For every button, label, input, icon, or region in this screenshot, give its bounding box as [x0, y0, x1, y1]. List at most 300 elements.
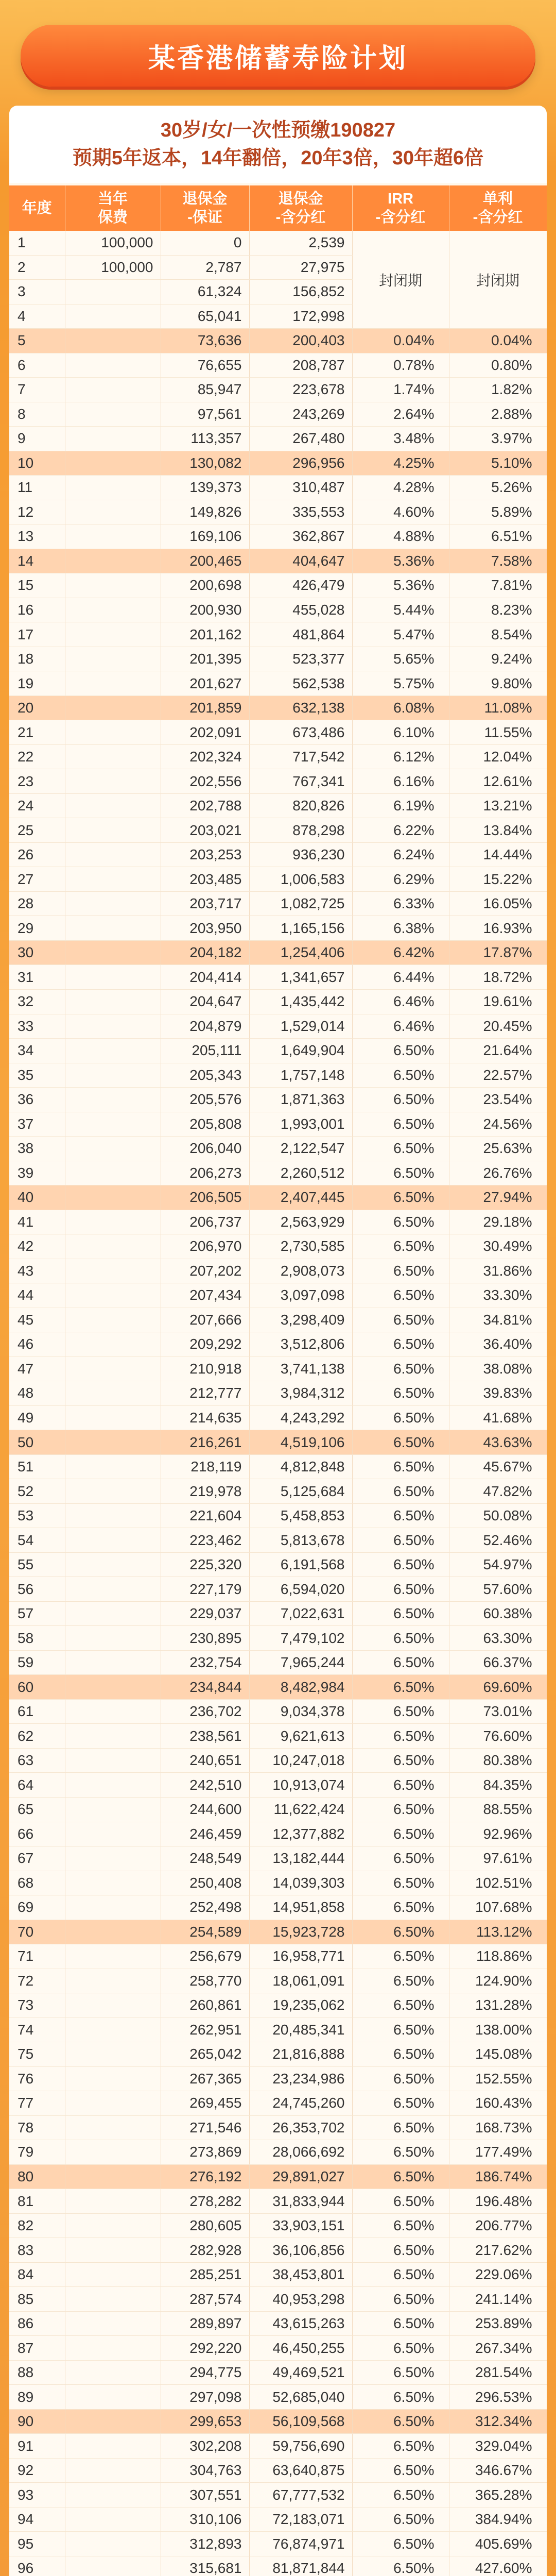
- cell-irr: 6.50%: [352, 1626, 449, 1651]
- cell-simple: 177.49%: [449, 2140, 547, 2165]
- cell-premium: [65, 1161, 161, 1185]
- cell-irr: 6.50%: [352, 1895, 449, 1920]
- cell-year: 82: [9, 2213, 65, 2238]
- header-text: IRR: [388, 191, 413, 207]
- cell-guaranteed: 204,182: [161, 940, 249, 965]
- cell-year: 5: [9, 329, 65, 353]
- cell-premium: [65, 598, 161, 622]
- cell-premium: [65, 1137, 161, 1161]
- cell-total: 4,812,848: [249, 1454, 352, 1479]
- cell-irr: 6.50%: [352, 2213, 449, 2238]
- cell-simple: 14.44%: [449, 842, 547, 867]
- cell-year: 65: [9, 1798, 65, 1822]
- cell-year: 34: [9, 1039, 65, 1063]
- cell-total: 223,678: [249, 378, 352, 402]
- cell-premium: [65, 1748, 161, 1773]
- cell-total: 67,777,532: [249, 2483, 352, 2507]
- cell-guaranteed: 130,082: [161, 451, 249, 476]
- cell-guaranteed: 205,808: [161, 1112, 249, 1137]
- table-row: [9, 842, 547, 867]
- closed-period-simple: 封闭期: [449, 231, 547, 329]
- table-row: [9, 524, 547, 549]
- header-text: -含分红: [473, 209, 523, 226]
- table-row: [9, 1528, 547, 1553]
- header-text: -含分红: [375, 209, 426, 226]
- cell-premium: [65, 2115, 161, 2140]
- cell-simple: 124.90%: [449, 1969, 547, 1993]
- cell-year: 11: [9, 476, 65, 500]
- cell-total: 2,563,929: [249, 1210, 352, 1234]
- cell-total: 63,640,875: [249, 2458, 352, 2483]
- cell-total: 33,903,151: [249, 2213, 352, 2238]
- cell-total: 26,353,702: [249, 2115, 352, 2140]
- cell-irr: 6.50%: [352, 2238, 449, 2263]
- cell-year: 1: [9, 231, 65, 255]
- cell-irr: 6.50%: [352, 2091, 449, 2116]
- table-row: [9, 622, 547, 647]
- cell-total: 296,956: [249, 451, 352, 476]
- title-banner: [21, 25, 535, 87]
- table-row: [9, 696, 547, 720]
- cell-total: 4,519,106: [249, 1430, 352, 1455]
- cell-simple: 88.55%: [449, 1798, 547, 1822]
- cell-simple: 16.05%: [449, 891, 547, 916]
- cell-irr: 6.50%: [352, 1039, 449, 1063]
- cell-simple: 34.81%: [449, 1308, 547, 1332]
- table-row: [9, 2434, 547, 2459]
- cell-total: 4,243,292: [249, 1405, 352, 1430]
- cell-year: 23: [9, 769, 65, 794]
- table-row: [9, 720, 547, 745]
- cell-premium: [65, 427, 161, 451]
- cell-premium: [65, 304, 161, 329]
- cell-premium: [65, 1626, 161, 1651]
- cell-premium: [65, 500, 161, 524]
- cell-simple: 19.61%: [449, 989, 547, 1014]
- cell-irr: 5.36%: [352, 549, 449, 573]
- cell-simple: 39.83%: [449, 1381, 547, 1406]
- cell-guaranteed: 246,459: [161, 1822, 249, 1846]
- cell-simple: 69.60%: [449, 1675, 547, 1700]
- cell-irr: 6.50%: [352, 2556, 449, 2576]
- cell-total: 6,594,020: [249, 1577, 352, 1602]
- cell-guaranteed: 258,770: [161, 1969, 249, 1993]
- cell-irr: 5.47%: [352, 622, 449, 647]
- cell-simple: 5.10%: [449, 451, 547, 476]
- cell-irr: 5.65%: [352, 647, 449, 671]
- cell-year: 53: [9, 1503, 65, 1528]
- cell-total: 632,138: [249, 696, 352, 720]
- cell-year: 68: [9, 1871, 65, 1895]
- cell-total: 49,469,521: [249, 2360, 352, 2385]
- table-row: [9, 769, 547, 794]
- cell-premium: [65, 1283, 161, 1308]
- cell-simple: 80.38%: [449, 1748, 547, 1773]
- table-row: [9, 1479, 547, 1504]
- cell-irr: 6.50%: [352, 1430, 449, 1455]
- cell-premium: [65, 2042, 161, 2067]
- table-row: [9, 1405, 547, 1430]
- cell-total: 1,006,583: [249, 867, 352, 892]
- cell-simple: 63.30%: [449, 1626, 547, 1651]
- header-text: 退保金: [182, 191, 228, 207]
- table-row: [9, 573, 547, 598]
- cell-guaranteed: 200,930: [161, 598, 249, 622]
- cell-simple: 145.08%: [449, 2042, 547, 2067]
- cell-premium: [65, 1798, 161, 1822]
- table-row: [9, 2164, 547, 2189]
- cell-year: 14: [9, 549, 65, 573]
- cell-irr: 6.50%: [352, 1454, 449, 1479]
- cell-guaranteed: 200,698: [161, 573, 249, 598]
- header-text: 保费: [97, 209, 128, 226]
- table-row: [9, 744, 547, 769]
- table-row: [9, 1210, 547, 1234]
- cell-guaranteed: 242,510: [161, 1773, 249, 1798]
- cell-guaranteed: 260,861: [161, 1993, 249, 2018]
- cell-irr: 6.50%: [352, 2507, 449, 2532]
- cell-simple: 329.04%: [449, 2434, 547, 2459]
- cell-guaranteed: 236,702: [161, 1699, 249, 1724]
- cell-year: 41: [9, 1210, 65, 1234]
- summary-line-2: 预期5年返本，14年翻倍，20年3倍，30年超6倍: [72, 147, 484, 169]
- cell-irr: 6.50%: [352, 2532, 449, 2556]
- table-row: [9, 1822, 547, 1846]
- cell-premium: [65, 524, 161, 549]
- plan-summary: [9, 106, 547, 183]
- cell-irr: 6.50%: [352, 2287, 449, 2312]
- cell-guaranteed: 265,042: [161, 2042, 249, 2067]
- cell-guaranteed: 207,434: [161, 1283, 249, 1308]
- cell-irr: 2.64%: [352, 402, 449, 427]
- cell-irr: 6.50%: [352, 1724, 449, 1749]
- cell-simple: 60.38%: [449, 1601, 547, 1626]
- cell-simple: 160.43%: [449, 2091, 547, 2116]
- cell-total: 1,435,442: [249, 989, 352, 1014]
- cell-premium: [65, 647, 161, 671]
- cell-total: 523,377: [249, 647, 352, 671]
- cell-guaranteed: 304,763: [161, 2458, 249, 2483]
- cell-simple: 41.68%: [449, 1405, 547, 1430]
- cell-guaranteed: 200,465: [161, 549, 249, 573]
- cell-irr: 6.50%: [352, 2311, 449, 2336]
- cell-total: 36,106,856: [249, 2238, 352, 2263]
- cell-simple: 206.77%: [449, 2213, 547, 2238]
- cell-guaranteed: 273,869: [161, 2140, 249, 2165]
- cell-simple: 47.82%: [449, 1479, 547, 1504]
- cell-irr: 6.38%: [352, 916, 449, 941]
- cell-total: 6,191,568: [249, 1552, 352, 1577]
- cell-simple: 7.58%: [449, 549, 547, 573]
- cell-irr: 6.50%: [352, 1528, 449, 1553]
- cell-year: 33: [9, 1014, 65, 1039]
- cell-irr: 6.50%: [352, 2385, 449, 2410]
- table-row: [9, 1626, 547, 1651]
- table-row: [9, 2262, 547, 2287]
- cell-simple: 18.72%: [449, 965, 547, 990]
- cell-year: 57: [9, 1601, 65, 1626]
- cell-total: 38,453,801: [249, 2262, 352, 2287]
- table-row: [9, 2311, 547, 2336]
- cell-simple: 5.89%: [449, 500, 547, 524]
- cell-premium: [65, 1454, 161, 1479]
- cell-simple: 24.56%: [449, 1112, 547, 1137]
- cell-year: 18: [9, 647, 65, 671]
- cell-guaranteed: 210,918: [161, 1357, 249, 1381]
- cell-irr: 6.29%: [352, 867, 449, 892]
- cell-irr: 6.50%: [352, 1088, 449, 1112]
- cell-year: 74: [9, 2018, 65, 2042]
- table-row: [9, 1357, 547, 1381]
- cell-premium: [65, 2140, 161, 2165]
- cell-premium: [65, 1601, 161, 1626]
- cell-guaranteed: 312,893: [161, 2532, 249, 2556]
- table-row: [9, 378, 547, 402]
- cell-total: 10,913,074: [249, 1773, 352, 1798]
- cell-premium: [65, 2262, 161, 2287]
- cell-premium: [65, 2360, 161, 2385]
- cell-total: 5,125,684: [249, 1479, 352, 1504]
- cell-total: 59,756,690: [249, 2434, 352, 2459]
- cell-irr: 6.10%: [352, 720, 449, 745]
- cell-irr: 6.12%: [352, 744, 449, 769]
- cell-irr: 4.28%: [352, 476, 449, 500]
- table-row: [9, 916, 547, 941]
- cell-guaranteed: 269,455: [161, 2091, 249, 2116]
- cell-guaranteed: 230,895: [161, 1626, 249, 1651]
- cell-irr: 6.50%: [352, 1675, 449, 1700]
- header-irr: [352, 185, 449, 231]
- table-row: [9, 2066, 547, 2091]
- cell-simple: 38.08%: [449, 1357, 547, 1381]
- cell-simple: 296.53%: [449, 2385, 547, 2410]
- cell-guaranteed: 201,627: [161, 671, 249, 696]
- table-row: [9, 1112, 547, 1137]
- cell-premium: [65, 2311, 161, 2336]
- cell-simple: 16.93%: [449, 916, 547, 941]
- cell-year: 13: [9, 524, 65, 549]
- cell-irr: 6.50%: [352, 1699, 449, 1724]
- cell-irr: 6.50%: [352, 1283, 449, 1308]
- cell-irr: 0.78%: [352, 353, 449, 378]
- cell-total: 5,458,853: [249, 1503, 352, 1528]
- cell-simple: 52.46%: [449, 1528, 547, 1553]
- cell-irr: 6.50%: [352, 1577, 449, 1602]
- cell-total: 2,260,512: [249, 1161, 352, 1185]
- cell-premium: [65, 1528, 161, 1553]
- header-guaranteed-surrender: [161, 185, 249, 231]
- cell-premium: [65, 2434, 161, 2459]
- cell-guaranteed: 289,897: [161, 2311, 249, 2336]
- cell-year: 51: [9, 1454, 65, 1479]
- cell-irr: 6.50%: [352, 1405, 449, 1430]
- cell-year: 39: [9, 1161, 65, 1185]
- table-row: [9, 1601, 547, 1626]
- table-row: [9, 2238, 547, 2263]
- plan-card: [9, 106, 547, 2576]
- cell-premium: [65, 1381, 161, 1406]
- cell-simple: 107.68%: [449, 1895, 547, 1920]
- cell-total: 878,298: [249, 818, 352, 843]
- table-row: [9, 500, 547, 524]
- cell-guaranteed: 85,947: [161, 378, 249, 402]
- cell-guaranteed: 227,179: [161, 1577, 249, 1602]
- cell-premium: [65, 793, 161, 818]
- cell-total: 28,066,692: [249, 2140, 352, 2165]
- cell-simple: 7.81%: [449, 573, 547, 598]
- table-row: [9, 329, 547, 353]
- cell-total: 8,482,984: [249, 1675, 352, 1700]
- header-text: 单利: [482, 191, 513, 207]
- cell-irr: 6.24%: [352, 842, 449, 867]
- cell-year: 77: [9, 2091, 65, 2116]
- cell-guaranteed: 207,666: [161, 1308, 249, 1332]
- cell-year: 21: [9, 720, 65, 745]
- table-row: [9, 2385, 547, 2410]
- cell-premium: [65, 2458, 161, 2483]
- cell-premium: [65, 2018, 161, 2042]
- table-row: [9, 2213, 547, 2238]
- cell-total: 43,615,263: [249, 2311, 352, 2336]
- cell-premium: [65, 1185, 161, 1210]
- cell-irr: 6.50%: [352, 2115, 449, 2140]
- cell-total: 820,826: [249, 793, 352, 818]
- cell-year: 9: [9, 427, 65, 451]
- table-row: [9, 549, 547, 573]
- cell-simple: 97.61%: [449, 1846, 547, 1871]
- cell-year: 85: [9, 2287, 65, 2312]
- cell-simple: 57.60%: [449, 1577, 547, 1602]
- cell-year: 91: [9, 2434, 65, 2459]
- cell-year: 59: [9, 1650, 65, 1675]
- cell-irr: 6.33%: [352, 891, 449, 916]
- table-row: [9, 1259, 547, 1283]
- cell-simple: 50.08%: [449, 1503, 547, 1528]
- cell-simple: 427.60%: [449, 2556, 547, 2576]
- cell-guaranteed: 204,647: [161, 989, 249, 1014]
- cell-year: 37: [9, 1112, 65, 1137]
- cell-premium: [65, 353, 161, 378]
- cell-year: 75: [9, 2042, 65, 2067]
- cell-total: 1,757,148: [249, 1063, 352, 1088]
- closed-period-irr: 封闭期: [352, 231, 449, 329]
- cell-total: 9,621,613: [249, 1724, 352, 1749]
- cell-irr: 6.50%: [352, 2042, 449, 2067]
- cell-guaranteed: 65,041: [161, 304, 249, 329]
- cell-guaranteed: 203,253: [161, 842, 249, 867]
- cell-year: 70: [9, 1920, 65, 1944]
- cell-year: 94: [9, 2507, 65, 2532]
- cell-premium: [65, 1724, 161, 1749]
- cell-simple: 27.94%: [449, 1185, 547, 1210]
- cell-total: 40,953,298: [249, 2287, 352, 2312]
- cell-simple: 5.26%: [449, 476, 547, 500]
- table-row: [9, 2507, 547, 2532]
- cell-total: 426,479: [249, 573, 352, 598]
- header-text: -保证: [187, 209, 222, 226]
- cell-simple: 15.22%: [449, 867, 547, 892]
- cell-premium: [65, 549, 161, 573]
- table-row: [9, 1014, 547, 1039]
- cell-guaranteed: 214,635: [161, 1405, 249, 1430]
- cell-premium: [65, 989, 161, 1014]
- cell-premium: [65, 720, 161, 745]
- cell-premium: [65, 378, 161, 402]
- cell-premium: [65, 1577, 161, 1602]
- cell-guaranteed: 219,978: [161, 1479, 249, 1504]
- cell-premium: [65, 1871, 161, 1895]
- cell-premium: [65, 1503, 161, 1528]
- cell-guaranteed: 209,292: [161, 1332, 249, 1357]
- table-row: [9, 793, 547, 818]
- cell-premium: [65, 818, 161, 843]
- cell-premium: [65, 1650, 161, 1675]
- cell-year: 90: [9, 2409, 65, 2434]
- cell-total: 1,165,156: [249, 916, 352, 941]
- table-row: [9, 2458, 547, 2483]
- cell-premium: 100,000: [65, 255, 161, 280]
- cell-year: 26: [9, 842, 65, 867]
- cell-guaranteed: 244,600: [161, 1798, 249, 1822]
- cell-guaranteed: 202,324: [161, 744, 249, 769]
- table-row: [9, 1846, 547, 1871]
- cell-irr: 6.19%: [352, 793, 449, 818]
- table-row: [9, 1699, 547, 1724]
- cell-guaranteed: 202,556: [161, 769, 249, 794]
- table-row: [9, 1675, 547, 1700]
- cell-year: 28: [9, 891, 65, 916]
- cell-year: 48: [9, 1381, 65, 1406]
- cell-total: 81,871,844: [249, 2556, 352, 2576]
- cell-simple: 12.61%: [449, 769, 547, 794]
- cell-irr: 6.50%: [352, 2360, 449, 2385]
- cell-guaranteed: 212,777: [161, 1381, 249, 1406]
- cell-irr: 6.50%: [352, 2189, 449, 2214]
- cell-year: 16: [9, 598, 65, 622]
- cell-total: 2,122,547: [249, 1137, 352, 1161]
- cell-guaranteed: 299,653: [161, 2409, 249, 2434]
- cell-simple: 8.23%: [449, 598, 547, 622]
- table-row: [9, 1724, 547, 1749]
- cell-irr: 6.50%: [352, 1357, 449, 1381]
- cell-simple: 31.86%: [449, 1259, 547, 1283]
- benefit-table: [9, 185, 547, 2576]
- cell-premium: [65, 2385, 161, 2410]
- cell-simple: 13.84%: [449, 818, 547, 843]
- cell-irr: 6.46%: [352, 989, 449, 1014]
- cell-guaranteed: 201,162: [161, 622, 249, 647]
- cell-total: 29,891,027: [249, 2164, 352, 2189]
- cell-premium: [65, 1332, 161, 1357]
- cell-guaranteed: 205,343: [161, 1063, 249, 1088]
- cell-premium: [65, 1944, 161, 1969]
- table-row: [9, 1503, 547, 1528]
- cell-simple: 12.04%: [449, 744, 547, 769]
- table-row: [9, 2336, 547, 2361]
- cell-year: 25: [9, 818, 65, 843]
- cell-year: 52: [9, 1479, 65, 1504]
- table-row: [9, 427, 547, 451]
- cell-simple: 312.34%: [449, 2409, 547, 2434]
- cell-year: 29: [9, 916, 65, 941]
- cell-simple: 3.97%: [449, 427, 547, 451]
- table-row: [9, 1381, 547, 1406]
- cell-guaranteed: 267,365: [161, 2066, 249, 2091]
- cell-total: 24,745,260: [249, 2091, 352, 2116]
- cell-total: 7,965,244: [249, 1650, 352, 1675]
- cell-simple: 9.80%: [449, 671, 547, 696]
- cell-irr: 6.50%: [352, 1161, 449, 1185]
